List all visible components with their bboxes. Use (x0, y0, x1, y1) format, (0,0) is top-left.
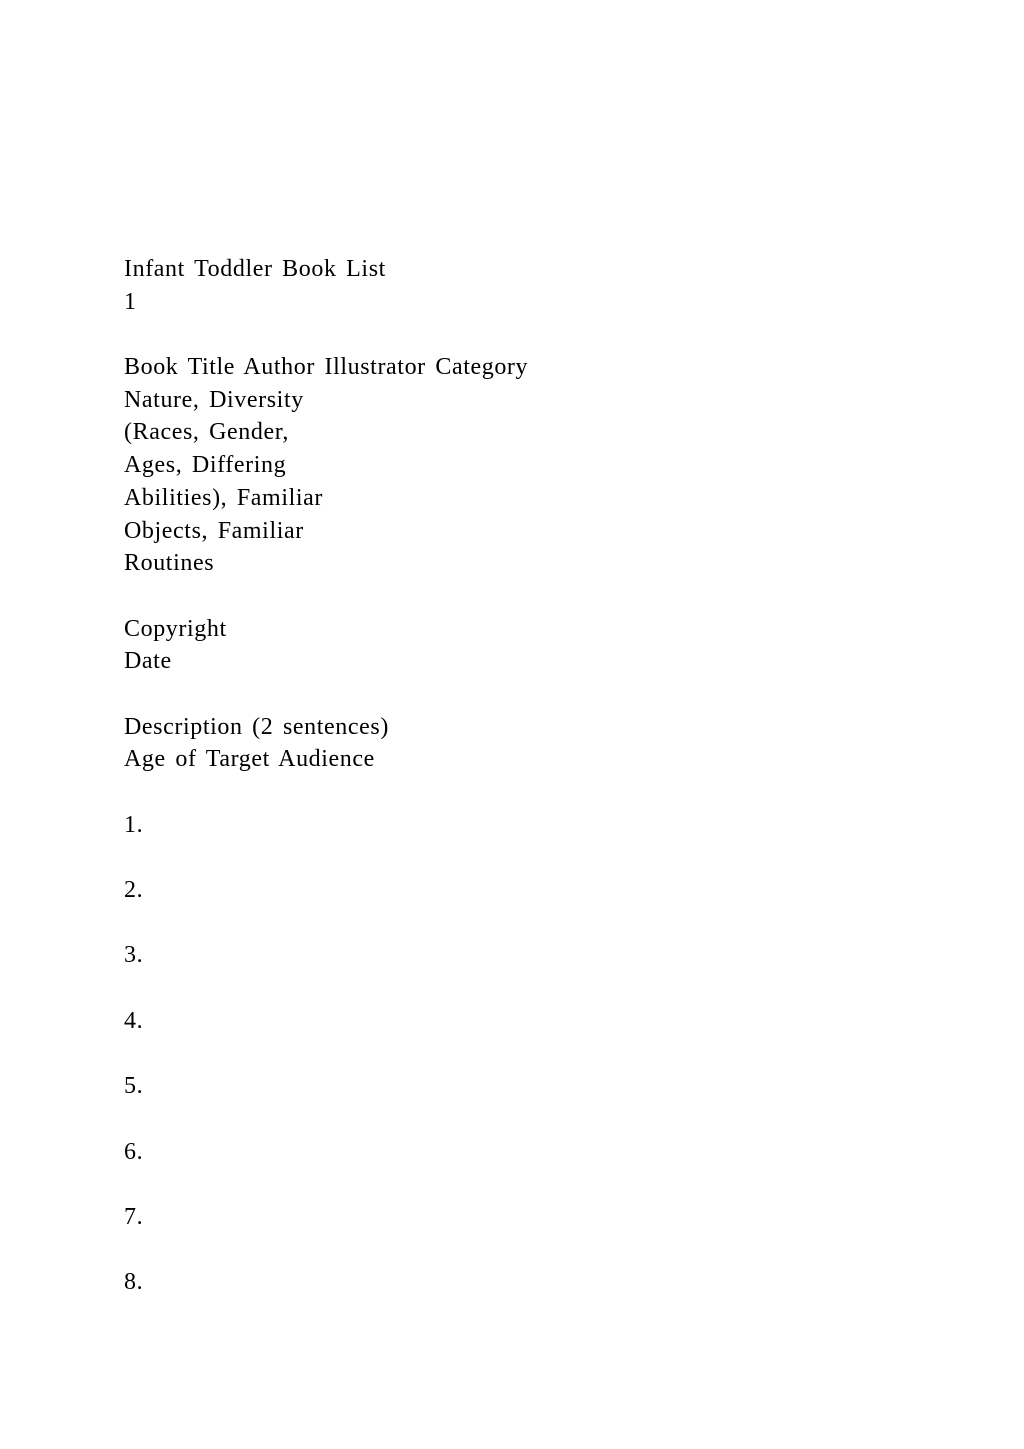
list-item: 3. (124, 942, 144, 969)
description-line: Age of Target Audience (124, 746, 375, 773)
spacer (124, 1038, 924, 1071)
header-line: Book Title Author Illustrator Category (124, 354, 529, 381)
header-line: Routines (124, 550, 215, 577)
header-line: Abilities), Familiar (124, 484, 323, 511)
list-item: 4. (124, 1007, 144, 1034)
spacer (124, 580, 924, 613)
description-header (124, 711, 924, 776)
column-headers (124, 351, 924, 580)
list-item: 6. (124, 1138, 144, 1165)
document-page (124, 253, 924, 1299)
list-item: 2. (124, 877, 144, 904)
spacer (124, 1234, 924, 1267)
document-title: Infant Toddler Book List (124, 256, 386, 282)
list-item: 7. (124, 1203, 144, 1230)
spacer (124, 907, 924, 940)
spacer (124, 972, 924, 1005)
spacer (124, 776, 924, 809)
header-line: (Races, Gender, (124, 419, 289, 446)
list-item: 8. (124, 1269, 144, 1296)
header-line: Objects, Familiar (124, 517, 304, 544)
list-item: 1. (124, 811, 144, 838)
spacer (124, 841, 924, 874)
list-item: 5. (124, 1073, 144, 1100)
copyright-line: Date (124, 648, 172, 675)
spacer (124, 1168, 924, 1201)
numbered-list (124, 809, 924, 1299)
spacer (124, 1103, 924, 1136)
spacer (124, 678, 924, 711)
header-line: Ages, Differing (124, 452, 287, 479)
page-number: 1 (124, 288, 137, 315)
description-line: Description (2 sentences) (124, 713, 389, 740)
header-line: Nature, Diversity (124, 386, 304, 413)
spacer (124, 318, 924, 351)
copyright-line: Copyright (124, 615, 227, 642)
copyright-header (124, 613, 924, 678)
